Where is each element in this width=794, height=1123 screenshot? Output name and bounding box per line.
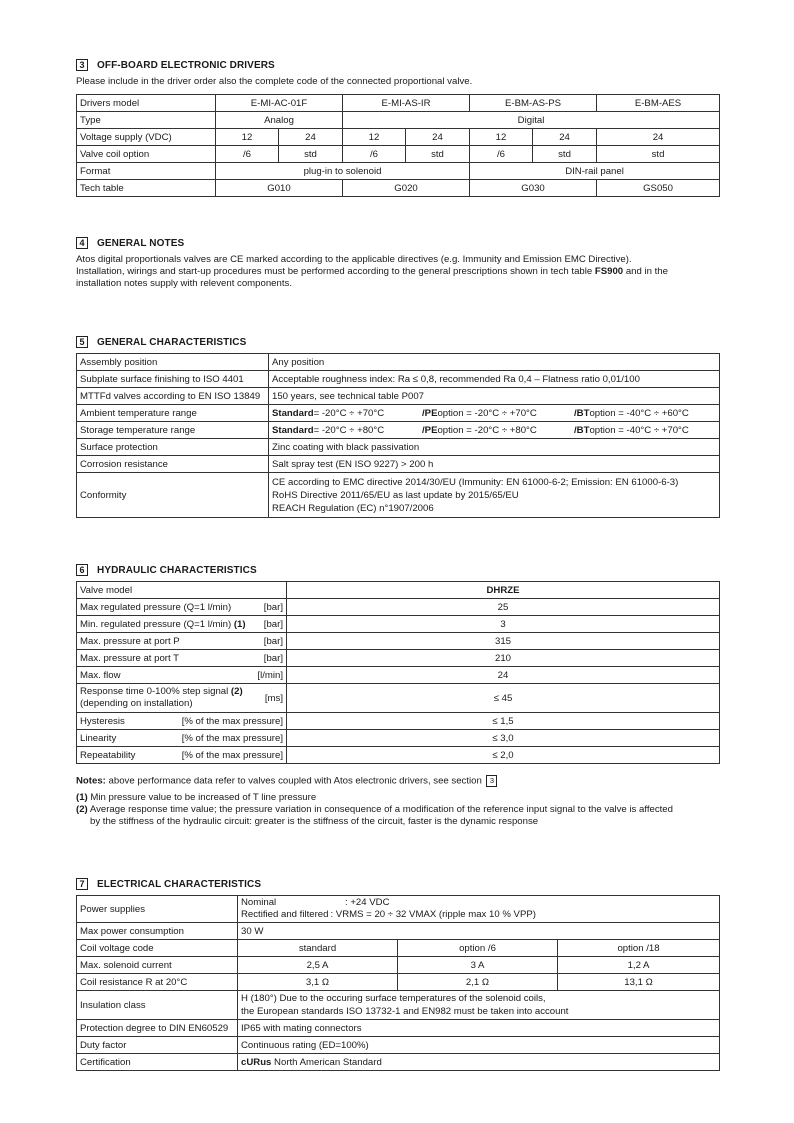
row-label: Surface protection (77, 439, 269, 456)
insulation-line: the European standards ISO 13732-1 and EN982 must be taken into account (241, 1006, 569, 1017)
footnote-2-cont: by the stiffness of the hydraulic circuit: greater is the stiffness of the circuit, faster is the dynamic response (90, 815, 539, 827)
table-row (77, 599, 720, 616)
section-header (76, 877, 719, 891)
table-cell: G020 (343, 180, 470, 197)
row-label: Storage temperature range (77, 422, 269, 439)
table-row (77, 974, 720, 991)
table-cell: E-BM-AES (597, 95, 720, 112)
table-cell: 24 (279, 129, 343, 146)
bt-option: /BToption = -40°C ÷ +70°C (574, 424, 689, 436)
row-label: Max regulated pressure (Q=1 l/min) [bar] (77, 599, 287, 616)
table-row (77, 896, 720, 923)
section-title: GENERAL NOTES (97, 237, 185, 249)
section-title: HYDRAULIC CHARACTERISTICS (97, 564, 257, 576)
row-label: Valve model (77, 582, 287, 599)
table-row (77, 405, 720, 422)
row-label: Drivers model (77, 95, 216, 112)
row-label: Protection degree to DIN EN60529 (77, 1020, 238, 1037)
table-row (77, 667, 720, 684)
table-cell: 315 (287, 633, 720, 650)
section-hydraulic-characteristics (76, 563, 719, 828)
table-row (77, 163, 720, 180)
section-title: OFF-BOARD ELECTRONIC DRIVERS (97, 59, 275, 71)
table-row (77, 112, 720, 129)
table-cell: 3,1 Ω (238, 974, 398, 991)
table-cell: 24 (597, 129, 720, 146)
table-row (77, 371, 720, 388)
table-cell: 150 years, see technical table P007 (269, 388, 720, 405)
row-label: Corrosion resistance (77, 456, 269, 473)
performance-notes: Notes: above performance data refer to valves coupled with Atos electronic drivers, see section 3 (76, 775, 719, 788)
table-cell: DIN-rail panel (470, 163, 720, 180)
bt-option: /BToption = -40°C ÷ +60°C (574, 407, 689, 419)
table-cell: E-BM-AS-PS (470, 95, 597, 112)
table-row (77, 991, 720, 1020)
table-row (77, 1054, 720, 1071)
table-cell: /6 (470, 146, 533, 163)
section-electrical-characteristics (76, 877, 719, 1071)
notes-line-2 (76, 266, 719, 278)
section-header (76, 58, 719, 72)
section-ref-box: 3 (486, 775, 497, 787)
section-general-characteristics (76, 335, 719, 518)
table-cell: ≤ 45 (287, 684, 720, 713)
pe-option: /PEoption = -20°C ÷ +70°C (422, 407, 537, 419)
standard-option: Standard= -20°C ÷ +70°C (272, 407, 385, 419)
power-nominal: Nominal : +24 VDC (241, 897, 390, 908)
row-label: MTTFd valves according to EN ISO 13849 (77, 388, 269, 405)
table-cell: 24 (406, 129, 470, 146)
section-title: ELECTRICAL CHARACTERISTICS (97, 878, 262, 890)
row-label: Linearity [% of the max pressure] (77, 730, 287, 747)
table-cell: 13,1 Ω (558, 974, 720, 991)
section-title: GENERAL CHARACTERISTICS (97, 336, 247, 348)
drivers-table (76, 94, 720, 197)
table-row (77, 713, 720, 730)
table-cell: IP65 with mating connectors (238, 1020, 720, 1037)
table-row (77, 923, 720, 940)
row-label: Duty factor (77, 1037, 238, 1054)
table-cell: /6 (216, 146, 279, 163)
section-number: 3 (76, 59, 88, 71)
table-row (77, 616, 720, 633)
table-cell: Continuous rating (ED=100%) (238, 1037, 720, 1054)
section-header (76, 563, 719, 577)
table-row (77, 95, 720, 112)
text: Installation, wirings and start-up procedures must be performed according to the general prescriptions shown in tech table (76, 266, 595, 277)
table-row (77, 129, 720, 146)
valve-model: DHRZE (287, 582, 720, 599)
table-cell: option /6 (398, 940, 558, 957)
table-row (77, 439, 720, 456)
row-label: Max. pressure at port P [bar] (77, 633, 287, 650)
section-intro: Please include in the driver order also the complete code of the connected proportional valve. (76, 76, 473, 87)
table-row (77, 957, 720, 974)
table-row (77, 730, 720, 747)
table-row (77, 354, 720, 371)
row-label: Coil resistance R at 20°C (77, 974, 238, 991)
row-label: Power supplies (77, 896, 238, 923)
row-label: Hysteresis [% of the max pressure] (77, 713, 287, 730)
row-label: Coil voltage code (77, 940, 238, 957)
row-label: Valve coil option (77, 146, 216, 163)
table-cell (238, 896, 720, 923)
row-label: Ambient temperature range (77, 405, 269, 422)
table-row (77, 422, 720, 439)
table-cell: ≤ 2,0 (287, 747, 720, 764)
conformity-line: CE according to EMC directive 2014/30/EU (Immunity: EN 61000-6-2; Emission: EN 61000-6-3) (272, 476, 679, 488)
pe-option: /PEoption = -20°C ÷ +80°C (422, 424, 537, 436)
section-number: 5 (76, 336, 88, 348)
row-label: Tech table (77, 180, 216, 197)
electrical-table (76, 895, 720, 1071)
table-cell: standard (238, 940, 398, 957)
curus-mark: cURus (241, 1056, 272, 1068)
table-cell: Acceptable roughness index: Ra ≤ 0,8, recommended Ra 0,4 – Flatness ratio 0,01/100 (269, 371, 720, 388)
table-cell: cURus North American Standard (238, 1054, 720, 1071)
table-cell (269, 422, 720, 439)
table-cell (269, 473, 720, 518)
row-label: Max. pressure at port T [bar] (77, 650, 287, 667)
tech-table-ref: FS900 (594, 266, 624, 277)
table-cell: 30 W (238, 923, 720, 940)
table-cell: 2,5 A (238, 957, 398, 974)
table-row (77, 146, 720, 163)
table-cell: G030 (470, 180, 597, 197)
table-cell: option /18 (558, 940, 720, 957)
section-number: 6 (76, 564, 88, 576)
table-row (77, 650, 720, 667)
table-cell: 24 (533, 129, 597, 146)
table-row (77, 684, 720, 713)
table-cell: Analog (216, 112, 343, 129)
table-cell: std (597, 146, 720, 163)
table-row (77, 473, 720, 518)
table-cell: 24 (287, 667, 720, 684)
row-label: Type (77, 112, 216, 129)
table-row (77, 1020, 720, 1037)
conformity-line: REACH Regulation (EC) n°1907/2006 (272, 502, 434, 514)
footnote-1: (1) Min pressure value to be increased of T line pressure (76, 791, 317, 803)
row-label: Insulation class (77, 991, 238, 1020)
table-row (77, 1037, 720, 1054)
temperature-options (272, 408, 716, 419)
table-cell: Salt spray test (EN ISO 9227) > 200 h (269, 456, 720, 473)
text: and in the (623, 266, 668, 277)
table-cell: E-MI-AS-IR (343, 95, 470, 112)
row-label: Response time 0-100% step signal (2) (depending on installation) [ms] (77, 684, 287, 713)
row-label: Voltage supply (VDC) (77, 129, 216, 146)
table-cell: 3 (287, 616, 720, 633)
table-cell: E-MI-AC-01F (216, 95, 343, 112)
table-cell: ≤ 1,5 (287, 713, 720, 730)
row-label: Repeatability [% of the max pressure] (77, 747, 287, 764)
section-number: 4 (76, 237, 88, 249)
table-cell: 1,2 A (558, 957, 720, 974)
table-cell: 210 (287, 650, 720, 667)
row-label: Assembly position (77, 354, 269, 371)
table-cell: GS050 (597, 180, 720, 197)
temperature-options (272, 425, 716, 436)
table-cell: std (279, 146, 343, 163)
notes-line-1: Atos digital proportionals valves are CE marked according to the applicable directives (e.g. Immunity and Emission EMC Directive). (76, 254, 632, 265)
table-row (77, 582, 720, 599)
table-cell: 2,1 Ω (398, 974, 558, 991)
table-cell: 12 (343, 129, 406, 146)
section-header (76, 236, 719, 250)
table-cell: 25 (287, 599, 720, 616)
table-cell: /6 (343, 146, 406, 163)
section-off-board-drivers (76, 58, 719, 197)
row-label: Certification (77, 1054, 238, 1071)
table-cell: Digital (343, 112, 720, 129)
standard-option: Standard= -20°C ÷ +80°C (272, 424, 385, 436)
table-cell (269, 405, 720, 422)
table-cell: std (533, 146, 597, 163)
table-cell: 12 (216, 129, 279, 146)
power-rectified: Rectified and filtered : VRMS = 20 ÷ 32 VMAX (ripple max 10 % VPP) (241, 909, 536, 920)
row-label: Subplate surface finishing to ISO 4401 (77, 371, 269, 388)
table-cell (238, 991, 720, 1020)
table-row (77, 633, 720, 650)
section-general-notes (76, 236, 719, 290)
insulation-line: H (180°) Due to the occuring surface temperatures of the solenoid coils, (241, 993, 546, 1004)
table-row (77, 747, 720, 764)
row-label: Conformity (77, 473, 269, 518)
table-cell: 12 (470, 129, 533, 146)
table-cell: Any position (269, 354, 720, 371)
row-label: Min. regulated pressure (Q=1 l/min) (1) [bar] (77, 616, 287, 633)
table-row (77, 456, 720, 473)
table-row (77, 180, 720, 197)
section-number: 7 (76, 878, 88, 890)
row-label: Max. solenoid current (77, 957, 238, 974)
notes-line-3: installation notes supply with relevent components. (76, 278, 292, 289)
table-cell: ≤ 3,0 (287, 730, 720, 747)
table-row (77, 388, 720, 405)
section-header (76, 335, 719, 349)
table-cell: G010 (216, 180, 343, 197)
table-cell: Zinc coating with black passivation (269, 439, 720, 456)
footnote-2: (2) Average response time value; the pressure variation in consequence of a modification of the reference input signal to the valve is affected (76, 803, 673, 815)
row-label: Max power consumption (77, 923, 238, 940)
hydraulic-table (76, 581, 720, 764)
conformity-line: RoHS Directive 2011/65/EU as last update by 2015/65/EU (272, 489, 519, 501)
row-label: Format (77, 163, 216, 180)
table-cell: std (406, 146, 470, 163)
table-cell: plug-in to solenoid (216, 163, 470, 180)
table-row (77, 940, 720, 957)
table-cell: 3 A (398, 957, 558, 974)
row-label: Max. flow [l/min] (77, 667, 287, 684)
general-characteristics-table (76, 353, 720, 518)
